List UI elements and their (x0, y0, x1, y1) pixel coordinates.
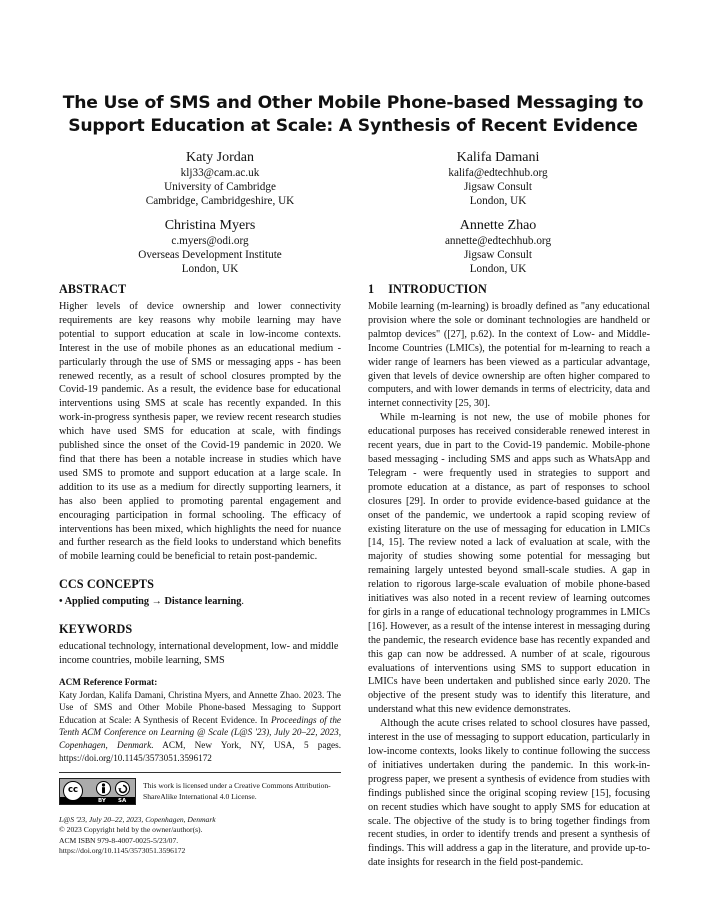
keywords-heading: KEYWORDS (59, 622, 133, 637)
by-label: BY (98, 798, 106, 805)
author-block (368, 149, 628, 208)
paper-title (30, 92, 676, 138)
ccs-heading: CCS CONCEPTS (59, 577, 154, 592)
footer-venue: L@S '23, July 20–22, 2023, Copenhagen, Denmark (59, 815, 216, 825)
creative-commons-icon (63, 781, 83, 801)
author-affiliation: Jigsaw Consult (463, 248, 533, 261)
abstract-text: Higher levels of device ownership and lower connectivity requirements are key reasons why mobile learning may have potential to support education at scale in low-income contexts. Interest in the use of mobile phones as an educational medium - particularly through the use of SMS or messaging apps - has been renewed recently, as a result of school closures prompted by the Covid-19 pandemic. As a result, the evidence base for educational interventions using SMS at scale has recently expanded. In this work-in-progress synthesis paper, we review recent research studies which have used SMS for education at scale, with findings published since the onset of the Covid-19 pandemic in 2020. We find that there has been a notable increase in studies which have used SMS to promote and support education at a large scale. In addition to its use as a medium for directly supporting learners, it has also been applied to promoting parental engagement and encouraging participation in formal schooling. The efficacy of interventions has been mixed, which highlights the need for nuance and further research as the field looks to understand which benefits of mobile learning could be beneficial to retain post-pandemic. (59, 301, 341, 563)
author-location: London, UK (469, 194, 527, 207)
paper-title-line-2: Support Education at Scale: A Synthesis of Recent Evidence (68, 116, 638, 136)
license-text: This work is licensed under a Creative Commons Attribution-ShareAlike International 4.0 License. (143, 781, 331, 801)
author-block (368, 217, 628, 276)
share-alike-icon (115, 781, 130, 796)
acm-reference-text: Katy Jordan, Kalifa Damani, Christina Myers, and Annette Zhao. 2023. The Use of SMS and Other Mobile Phone-based Messaging to Support Education at Scale: A Synthesis of Recent Evidence. In (59, 689, 341, 725)
ccs-concept: • Applied computing → Distance learning (59, 596, 242, 608)
author-email[interactable]: klj33@cam.ac.uk (180, 167, 260, 179)
introduction-heading (368, 282, 650, 297)
paper-title-line-1: The Use of SMS and Other Mobile Phone-based Messaging to (62, 93, 644, 113)
abstract-heading: ABSTRACT (59, 282, 127, 296)
share-alike-glyph-icon (118, 784, 128, 794)
author-email[interactable]: annette@edtechhub.org (444, 235, 552, 247)
keywords-text: educational technology, international development, low- and middle income countries, mobile learning, SMS (59, 641, 339, 667)
attribution-person-icon (96, 781, 111, 796)
acm-reference-proceedings: Proceedings of the Tenth ACM Conference on Learning @ Scale (L@S '23), July 20–22, 2023, Copenhagen, Denmark (59, 714, 341, 750)
footer-isbn: ACM ISBN 979-8-4007-0025-5/23/07. (59, 835, 179, 845)
author-name: Christina Myers (164, 218, 256, 233)
author-affiliation: Jigsaw Consult (463, 180, 533, 193)
intro-paragraph-2: While m-learning is not new, the use of mobile phones for educational purposes has received considerable renewed interest in recent years, due in part to the Covid-19 pandemic. Mobile-phone based messaging - including SMS and apps such as WhatsApp and Telegram - were frequently used in strategies to support and promote education at a distance, as part of responses to school closures [29]. In order to provide evidence-based guidance at the onset of the pandemic, we undertook a rapid scoping review of existing literature on the use of messaging for education in LMICs [14, 15]. The review noted a lack of evaluation at scale, with the majority of studies showing some potential for messaging but remaining largely untested beyond small-scale studies. A gap in relation to rigorous large-scale evaluation of mobile phone-based initiatives was also noted in a recent review of learning outcomes for girls in a range of educational technology programmes in LMICs [16]. However, as a result of the intense interest in messaging during the pandemic, the research evidence base has recently expanded and this gap can now be addressed. A number of at scale, rigourous evaluations of interventions using SMS to support education in LMICs have been undertaken and published since early 2020. The objective of the present study was to identify this literature, and understand what this new evidence demonstrates. (368, 412, 650, 716)
section-title: INTRODUCTION (388, 282, 487, 296)
author-name: Kalifa Damani (456, 150, 540, 165)
intro-paragraph-1: Mobile learning (m-learning) is broadly defined as "any educational provision where the sole or dominant technologies are handheld or palmtop devices" ([27], p.62). In the context of Low- and Middle-Income Countries (LMICs), the potential for m-learning to reach a wider range of learners has been viewed as a particular advantage, given that levels of device ownership are often higher compared to computers, and with lower demands in terms of electricity, data and internet connectivity [25, 30]. (368, 301, 650, 410)
author-email[interactable]: kalifa@edtechhub.org (448, 167, 548, 179)
right-column (368, 282, 650, 870)
ccs-suffix: . (241, 596, 244, 608)
author-location: London, UK (469, 262, 527, 275)
license-block (59, 772, 341, 807)
acm-reference-heading: ACM Reference Format: (59, 676, 158, 687)
author-name: Katy Jordan (185, 150, 255, 165)
author-location: London, UK (181, 262, 239, 275)
person-glyph-icon (99, 783, 108, 794)
author-block (90, 149, 350, 208)
acm-reference (59, 676, 341, 764)
intro-paragraph-3: Although the acute crises related to school closures have passed, interest in the use of messaging to support education, particularly in low-income contexts, looks likely to continue following the success of initiatives undertaken during the pandemic. In this work-in-progress paper, we present a synthesis of evidence from studies with findings published since the original scoping review [15], focusing on recent studies which have sought to apply SMS for education at scale. The objective of the study is to bring together findings from recent studies, in order to identify trends and present a synthesis of findings. This will address a gap in the literature, and provide up-to-date insights for research in the field post-pandemic. (368, 718, 650, 869)
author-email[interactable]: c.myers@odi.org (171, 235, 249, 247)
author-block (80, 217, 340, 276)
sa-label: SA (118, 798, 127, 805)
author-location: Cambridge, Cambridgeshire, UK (145, 194, 295, 207)
cc-label: cc (67, 785, 79, 796)
author-affiliation: Overseas Development Institute (138, 248, 282, 261)
author-affiliation: University of Cambridge (164, 180, 276, 193)
section-number: 1 (368, 282, 375, 296)
footer-block (59, 815, 341, 856)
cc-by-sa-badge[interactable] (59, 778, 136, 805)
acm-reference-publisher[interactable]: . ACM, New York, NY, USA, 5 pages. https://doi.org/10.1145/3573051.3596172 (59, 739, 341, 763)
footer-doi[interactable]: https://doi.org/10.1145/3573051.3596172 (59, 845, 186, 855)
left-column (59, 282, 341, 856)
footer-copyright: © 2023 Copyright held by the owner/author(s). (59, 825, 203, 835)
author-name: Annette Zhao (459, 218, 537, 233)
